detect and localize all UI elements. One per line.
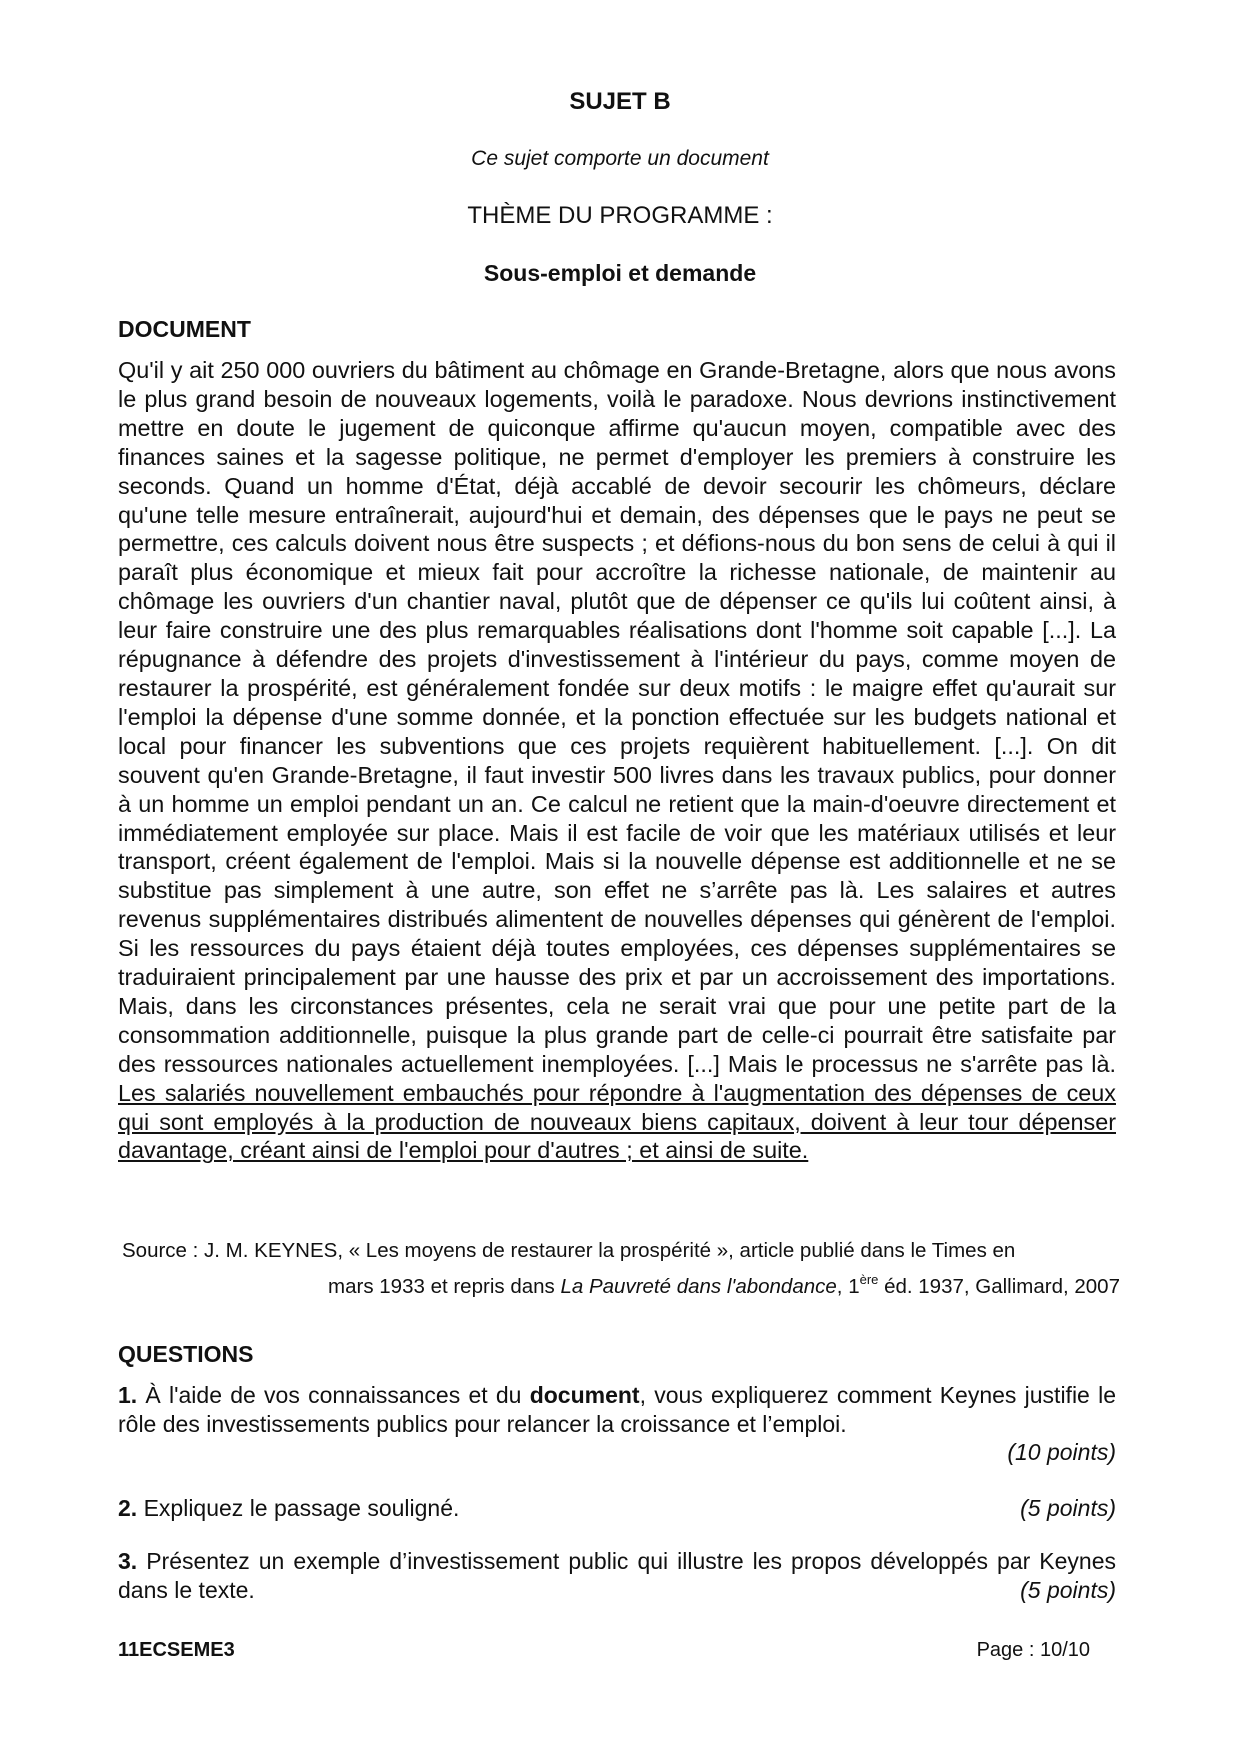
document-text-main: Qu'il y ait 250 000 ouvriers du bâtiment au chômage en Grande-Bretagne, alors que nous avons le plus grand besoin de nouveaux logements, voilà le paradoxe. Nous devrions instinctivement mettre en doute le jugement de quiconque affirme qu'aucun moyen, compatible avec des finances saines et la sagesse politique, ne permet d'employer les premiers à construire les seconds. Quand un homme d'État, déjà accablé de devoir secourir les chômeurs, déclare qu'une telle mesure entraînerait, aujourd'hui et demain, des dépenses que le pays ne peut se permettre, ces calculs doivent nous être suspects ; et défions-nous du bon sens de celui à qui il paraît plus économique et mieux fait pour accroître la richesse nationale, de maintenir au chômage les ouvriers d'un chantier naval, plutôt que de dépenser ce qu'ils lui coûtent ainsi, à leur faire construire une des plus remarquables réalisations dont l'homme soit capable [...]. La répugnance à défendre des projets d'investissement à l'intérieur du pays, comme moyen de restaurer la prospérité, est généralement fondée sur deux motifs : le maigre effet qu'aurait sur l'emploi la dépense d'une somme donnée, et la ponction effectuée sur les budgets national et local pour financer les subventions que ces projets requièrent habituellement. [...]. On dit souvent qu'en Grande-Bretagne, il faut investir 500 livres dans les travaux publics, pour donner à un homme un emploi pendant un an. Ce calcul ne retient que la main-d'oeuvre directement et immédiatement employée sur place. Mais il est facile de voir que les matériaux utilisés et leur transport, créent également de l'emploi. Mais si la nouvelle dépense est additionnelle et ne se substitue pas simplement à une autre, son effet ne s’arrête pas là. Les salaires et autres revenus supplémentaires distribués alimentent de nouvelles dépenses qui génèrent de l'emploi. Si les ressources du pays étaient déjà toutes employées, ces dépenses supplémentaires se traduiraient principalement par une hausse des prix et par un accroissement des importations. Mais, dans les circonstances présentes, cela ne serait vrai que pour une petite part de la consommation additionnelle, puisque la plus grande part de celle-ci pourrait être satisfaite par des ressources nationales actuellement inemployées. [...] Mais le processus ne s'arrête pas là. [118, 357, 1116, 1077]
theme-label: THÈME DU PROGRAMME : [467, 202, 773, 229]
sujet-title: SUJET B [569, 88, 671, 115]
question-2 [118, 1494, 1116, 1523]
question-1-number: 1. [118, 1382, 138, 1408]
source-citation [122, 1236, 1120, 1301]
question-3-number: 3. [118, 1548, 138, 1574]
source-line-1: Source : J. M. KEYNES, « Les moyens de restaurer la prospérité », article publié dans le Times en [122, 1239, 1016, 1262]
document-heading: DOCUMENT [118, 316, 251, 342]
source-line2-middle: , 1 [836, 1275, 860, 1298]
source-line2-suffix: éd. 1937, Gallimard, 2007 [878, 1275, 1120, 1298]
question-1-text-before: À l'aide de vos connaissances et du [137, 1382, 530, 1408]
sujet-subtitle: Ce sujet comporte un document [471, 147, 769, 170]
question-2-number: 2. [118, 1495, 138, 1521]
source-line2-prefix: mars 1933 et repris dans [328, 1275, 561, 1298]
book-title: La Pauvreté dans l'abondance [560, 1275, 837, 1298]
underlined-passage: Les salariés nouvellement embauchés pour répondre à l'augmentation des dépenses de ceux qui sont employés à la production de nouveaux biens capitaux, doivent à leur tour dépenser davantage, créant ainsi de l'emploi pour d'autres ; et ainsi de suite. [118, 1079, 1116, 1164]
question-1-bold-word: document [529, 1382, 640, 1408]
footer-page-number: Page : 10/10 [976, 1639, 1090, 1661]
questions-heading: QUESTIONS [118, 1341, 254, 1367]
footer-exam-code: 11ECSEME3 [118, 1639, 235, 1661]
question-1-points: (10 points) [1007, 1439, 1116, 1465]
document-text [118, 356, 1116, 1165]
edition-superscript: ère [859, 1272, 879, 1287]
question-2-points: (5 points) [1020, 1495, 1116, 1521]
source-line-2 [122, 1265, 1120, 1301]
theme-title: Sous-emploi et demande [483, 260, 757, 286]
question-1 [118, 1381, 1116, 1467]
question-3 [118, 1547, 1116, 1604]
question-3-text: Présentez un exemple d’investissement public qui illustre les propos développés par Keynes dans le texte. [118, 1548, 1116, 1603]
question-1-text-after: , vous expliquerez comment Keynes justifie le rôle des investissements publics pour relancer la croissance et l’emploi. [118, 1382, 1116, 1437]
question-2-text: Expliquez le passage souligné. [137, 1495, 460, 1521]
question-3-points: (5 points) [1020, 1576, 1116, 1603]
